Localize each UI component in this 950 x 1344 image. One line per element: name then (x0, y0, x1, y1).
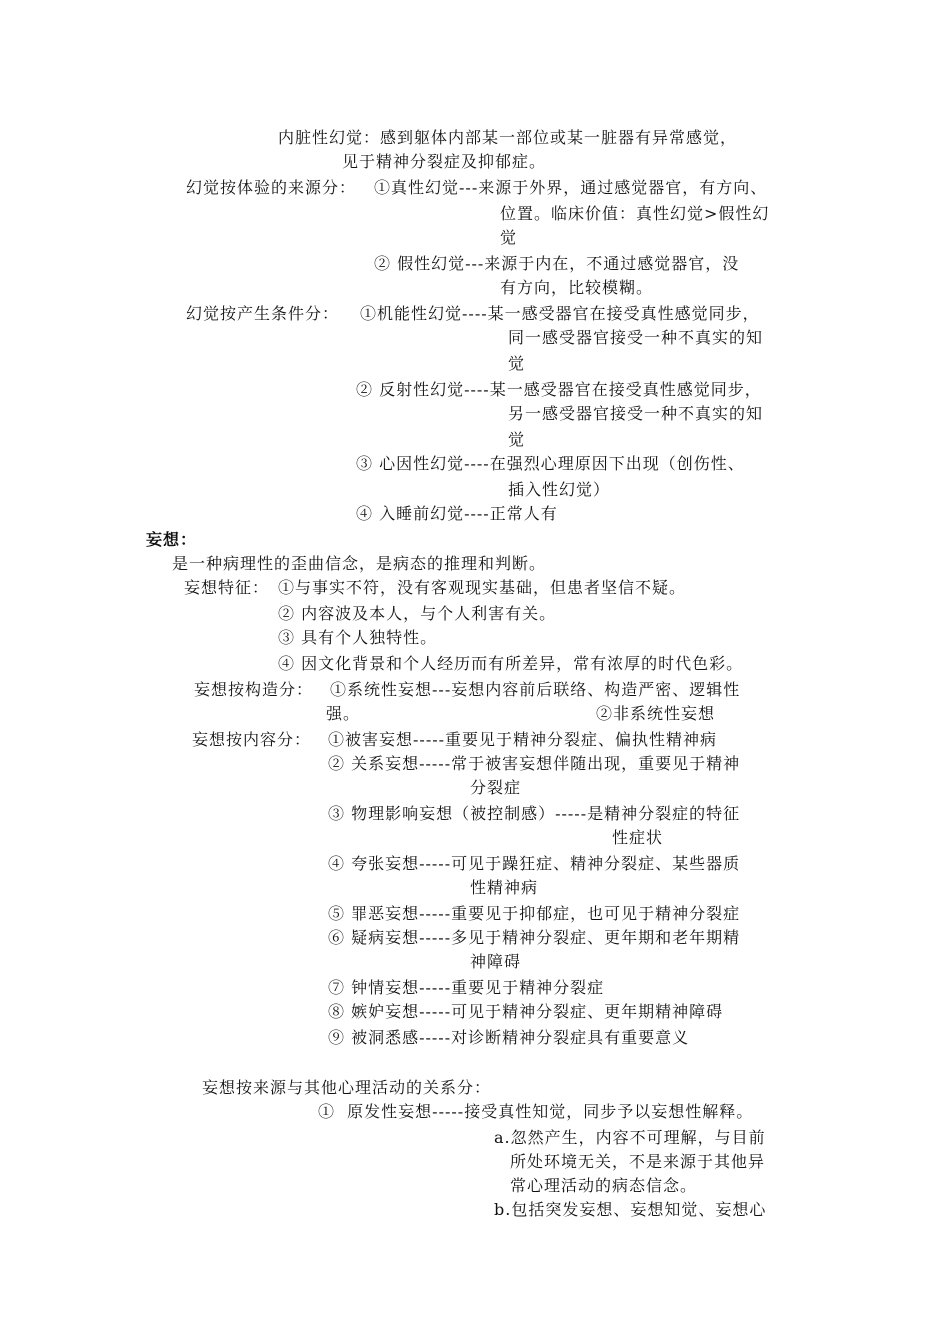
delusion-features-label: 妄想特征： (184, 578, 270, 597)
delusion-feature-1: ①与事实不符，没有客观现实基础，但患者坚信不疑。 (278, 578, 687, 597)
systematic-delusion-line2: 强。 (326, 704, 361, 723)
delusion-by-structure-label: 妄想按构造分： (194, 680, 314, 699)
delusion-heading: 妄想： (146, 530, 198, 549)
primary-delusion-b-line1: b.包括突发妄想、妄想知觉、妄想心 (494, 1200, 767, 1219)
erotomanic-delusion: ⑦ 钟情妄想-----重要见于精神分裂症 (328, 978, 605, 997)
functional-hallucination-line1: ①机能性幻觉----某一感受器官在接受真性感觉同步， (360, 304, 760, 323)
guilt-delusion: ⑤ 罪恶妄想-----重要见于抑郁症，也可见于精神分裂症 (328, 904, 741, 923)
delusion-feature-4: ④ 因文化背景和个人经历而有所差异，常有浓厚的时代色彩。 (278, 654, 744, 673)
primary-delusion: ① 原发性妄想-----接受真性知觉，同步予以妄想性解释。 (318, 1102, 754, 1121)
true-hallucination-line1: ①真性幻觉---来源于外界，通过感觉器官，有方向、 (374, 178, 768, 197)
pseudo-hallucination-line1: ② 假性幻觉---来源于内在，不通过感觉器官，没 (374, 254, 740, 273)
psychogenic-hallucination-line2: 插入性幻觉） (508, 480, 611, 499)
physical-influence-delusion-line1: ③ 物理影响妄想（被控制感）-----是精神分裂症的特征 (328, 804, 741, 823)
primary-delusion-a-line3: 常心理活动的病态信念。 (510, 1176, 698, 1195)
reference-delusion-line2: 分裂症 (470, 778, 522, 797)
delusion-feature-3: ③ 具有个人独特性。 (278, 628, 438, 647)
systematic-delusion-line1: ①系统性妄想---妄想内容前后联络、构造严密、逻辑性 (330, 680, 741, 699)
non-systematic-delusion: ②非系统性妄想 (596, 704, 716, 723)
persecutory-delusion: ①被害妄想-----重要见于精神分裂症、偏执性精神病 (328, 730, 718, 749)
delusion-definition: 是一种病理性的歪曲信念，是病态的推理和判断。 (172, 554, 547, 573)
true-hallucination-line3: 觉 (500, 228, 518, 247)
functional-hallucination-line3: 觉 (508, 354, 526, 373)
hypnagogic-hallucination: ④ 入睡前幻觉----正常人有 (356, 504, 558, 523)
primary-delusion-a-line1: a.忽然产生，内容不可理解，与目前 (494, 1128, 766, 1147)
reflex-hallucination-line3: 觉 (508, 430, 526, 449)
grandiose-delusion-line1: ④ 夸张妄想-----可见于躁狂症、精神分裂症、某些器质 (328, 854, 741, 873)
physical-influence-delusion-line2: 性症状 (612, 828, 664, 847)
psychogenic-hallucination-line1: ③ 心因性幻觉----在强烈心理原因下出现（创伤性、 (356, 454, 745, 473)
delusion-feature-2: ② 内容波及本人，与个人利害有关。 (278, 604, 557, 623)
jealousy-delusion: ⑧ 嫉妒妄想-----可见于精神分裂症、更年期精神障碍 (328, 1002, 724, 1021)
hallucination-by-source-label: 幻觉按体验的来源分： (186, 178, 357, 197)
visceral-hallucination-line1: 内脏性幻觉：感到躯体内部某一部位或某一脏器有异常感觉， (278, 128, 738, 147)
grandiose-delusion-line2: 性精神病 (470, 878, 539, 897)
true-hallucination-line2: 位置。临床价值：真性幻觉>假性幻 (500, 204, 770, 223)
reflex-hallucination-line1: ② 反射性幻觉----某一感受器官在接受真性感觉同步， (356, 380, 762, 399)
reflex-hallucination-line2: 另一感受器官接受一种不真实的知 (508, 404, 764, 423)
delusion-by-origin-label: 妄想按来源与其他心理活动的关系分： (202, 1078, 492, 1097)
hallucination-by-condition-label: 幻觉按产生条件分： (186, 304, 340, 323)
hypochondriacal-delusion-line2: 神障碍 (470, 952, 522, 971)
primary-delusion-a-line2: 所处环境无关，不是来源于其他异 (510, 1152, 766, 1171)
thought-exposure: ⑨ 被洞悉感-----对诊断精神分裂症具有重要意义 (328, 1028, 690, 1047)
reference-delusion-line1: ② 关系妄想-----常于被害妄想伴随出现，重要见于精神 (328, 754, 741, 773)
pseudo-hallucination-line2: 有方向，比较模糊。 (500, 278, 654, 297)
delusion-by-content-label: 妄想按内容分： (192, 730, 312, 749)
functional-hallucination-line2: 同一感受器官接受一种不真实的知 (508, 328, 764, 347)
hypochondriacal-delusion-line1: ⑥ 疑病妄想-----多见于精神分裂症、更年期和老年期精 (328, 928, 741, 947)
visceral-hallucination-line2: 见于精神分裂症及抑郁症。 (342, 152, 547, 171)
